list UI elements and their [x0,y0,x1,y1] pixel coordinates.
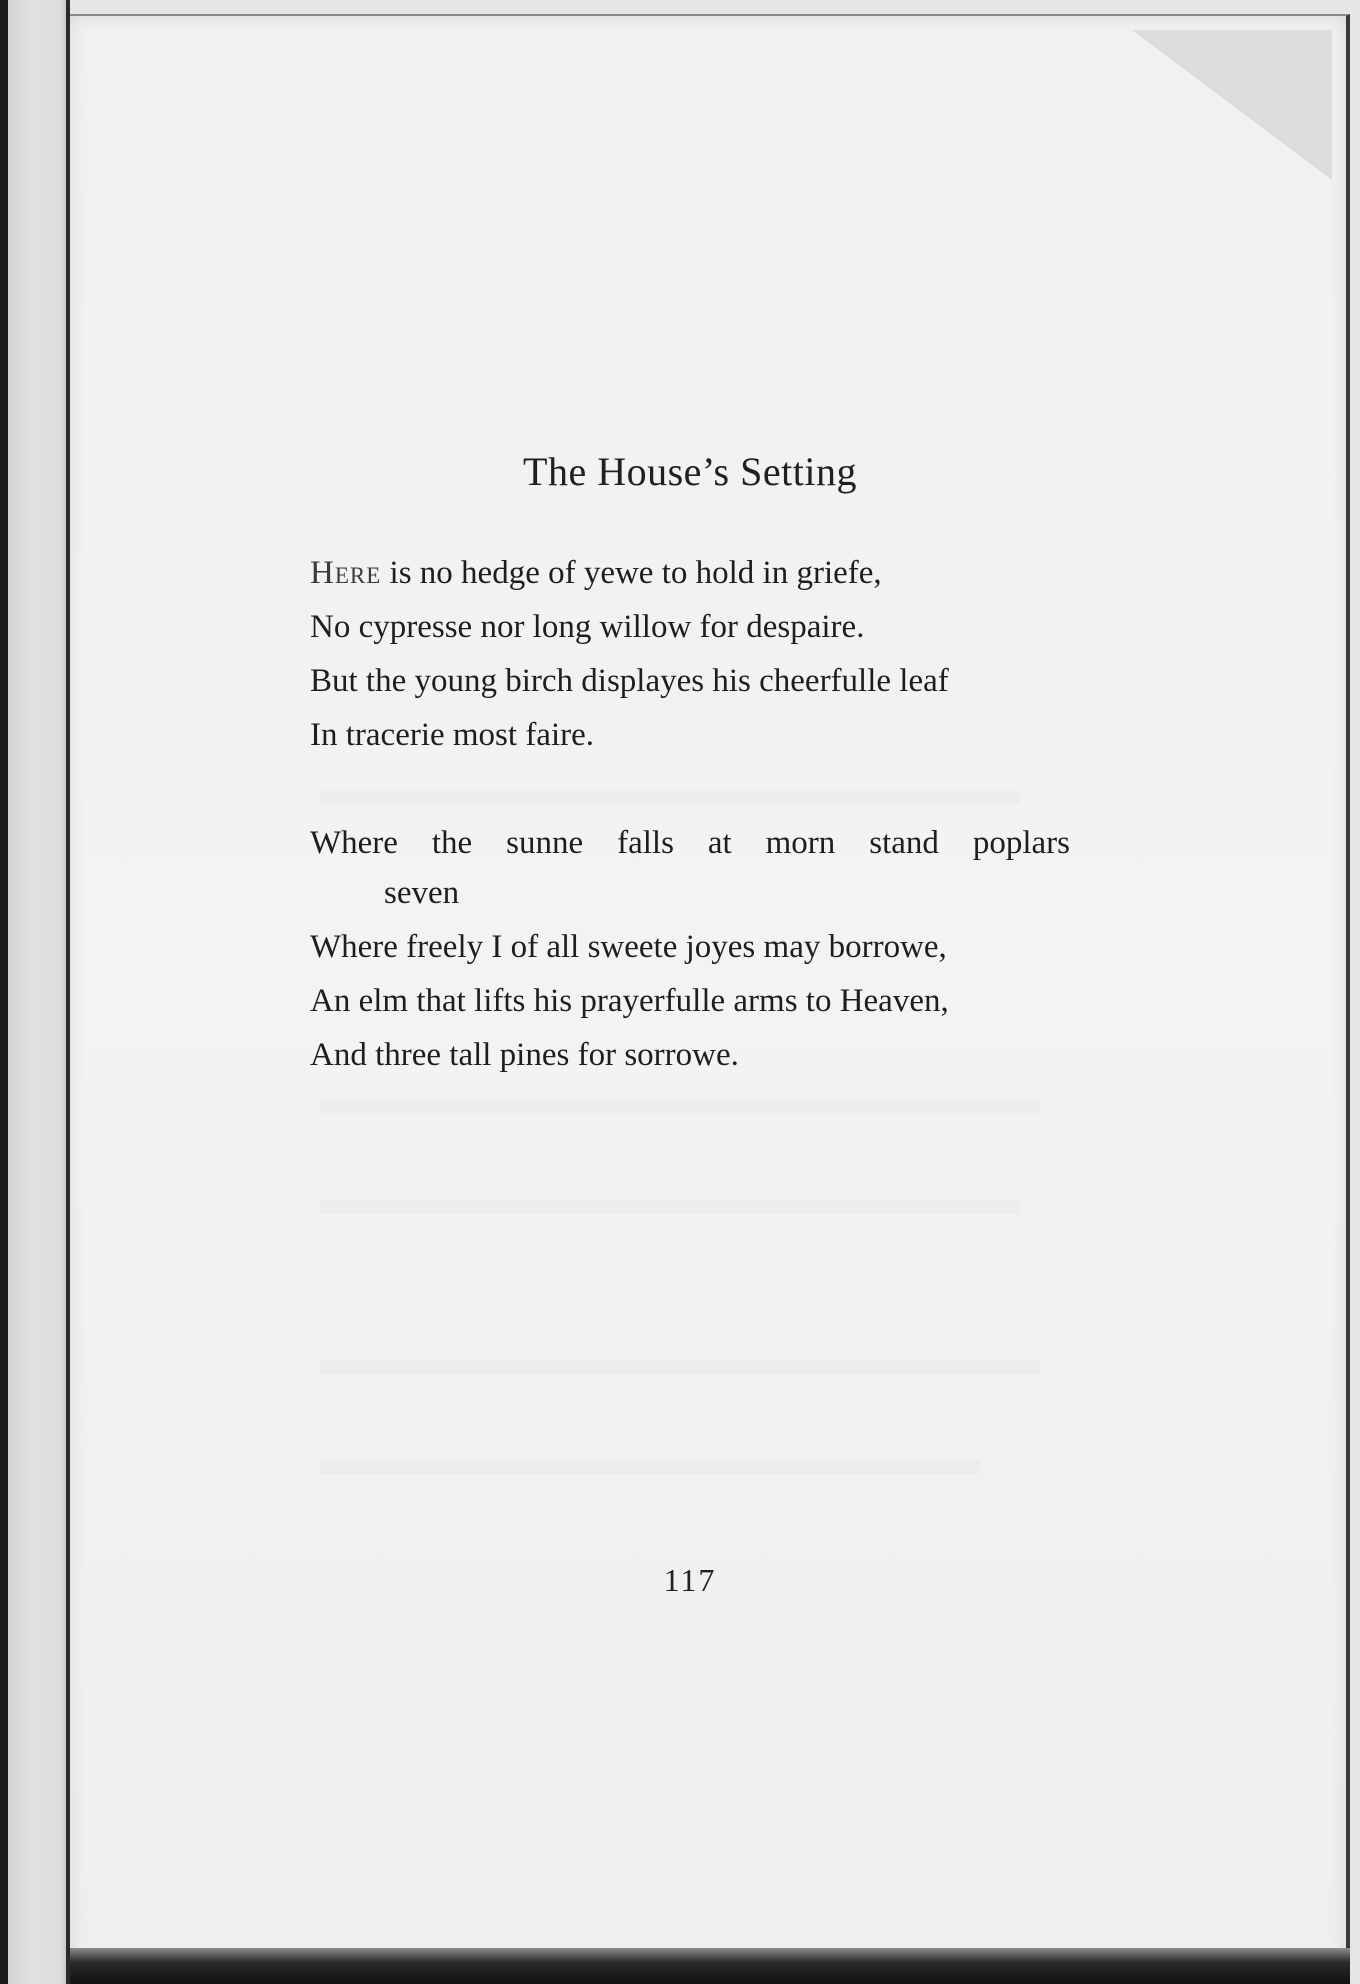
drop-word: Here [310,555,382,591]
stanza-2 [310,816,1070,1082]
poem-line: Where the sunne falls at morn stand poplars [310,825,1070,861]
binding-edge [0,0,8,1984]
spine-shadow [8,0,70,1984]
poem-line [310,546,1070,600]
poem-line-turnover: seven [384,875,460,911]
bleed-through [320,1360,1040,1374]
folded-corner [1132,30,1332,180]
poem-line: And three tall pines for sorrowe. [310,1037,739,1073]
bleed-through [320,790,1020,804]
bleed-through [320,1200,1020,1214]
bleed-through [320,1100,1040,1114]
poem-line: An elm that lifts his prayerfulle arms to Heaven, [310,983,949,1019]
line-text: is no hedge of yewe to hold in griefe, [381,555,882,591]
poem-line: In tracerie most faire. [310,717,595,753]
poem-title: The House’s Setting [523,449,857,494]
stanza-1 [310,546,1070,762]
page-bottom-edge [70,1948,1350,1984]
poem-line: But the young birch displayes his cheerfulle leaf [310,663,949,699]
poem-line: Where freely I of all sweete joyes may borrowe, [310,929,947,965]
page-number: 117 [663,1562,717,1598]
poem-line: No cypresse nor long willow for despaire. [310,609,865,645]
bleed-through [320,1460,980,1474]
